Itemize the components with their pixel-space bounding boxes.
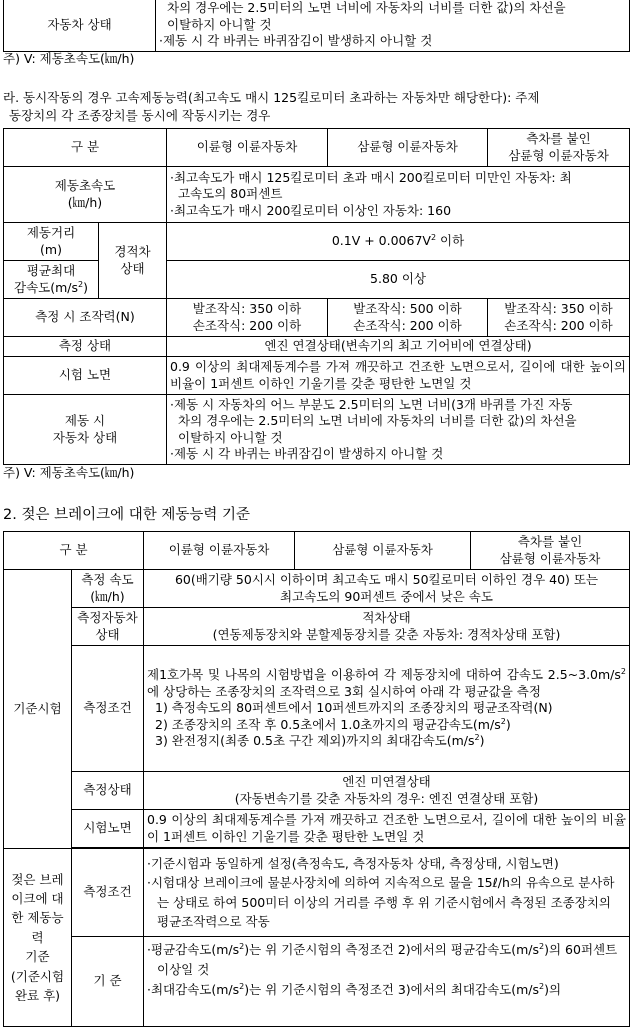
braking-distance-label: 제동거리 (m) xyxy=(4,223,99,261)
mean-decel-label: 평균최대 감속도$(m/s^2)$ xyxy=(4,261,99,299)
braking-vehicle-state-label: 제동 시 자동차 상태 xyxy=(4,395,167,465)
measure-condition-label: 측정조건 xyxy=(72,646,144,772)
header-division: 구 분 xyxy=(4,532,144,570)
measure-speed-value: 60(배기량 50시시 이하이며 최고속도 매시 50킬로미터 이하인 경우 40) 또는 최고속도의 90퍼센트 중에서 낮은 속도 xyxy=(144,570,630,608)
high-speed-braking-table xyxy=(3,128,630,465)
initial-speed-label: 제동초속도 (㎞/h) xyxy=(4,167,167,223)
control-force-three-wheel: 발조작식: 500 이하 손조작식: 200 이하 xyxy=(328,299,488,337)
footnote-1: 주) V: 제동초속도(㎞/h) xyxy=(3,51,135,66)
header-three-wheel: 삼륜형 이륜자동차 xyxy=(328,129,488,167)
header-two-wheel: 이륜형 이륜자동차 xyxy=(167,129,328,167)
wet-brake-table xyxy=(3,531,630,1027)
header-sidecar: 측차를 붙인 삼륜형 이륜자동차 xyxy=(488,129,630,167)
standard-value: ·평균감속도$(m/s^2)$는 위 기준시험의 측정조건 2)에서의 평균감속도$(m/s^2)$의 60퍼센트 이상일 것 ·최대감속도$(m/s^2)$는 위 기준시험의 측정조건 3)에서의 최대감속도$(m/s^2)$의 xyxy=(144,937,630,1027)
measure-state-value: 엔진 연결상태(변속기의 최고 기어비에 연결상태) xyxy=(167,337,630,357)
control-force-sidecar: 발조작식: 350 이하 손조작식: 200 이하 xyxy=(488,299,630,337)
mean-decel-value: 5.80 이상 xyxy=(167,261,630,299)
test-road-value: 0.9 이상의 최대제동계수를 가져 깨끗하고 건조한 노면으로서, 길이에 대한 높이의 비율이 1퍼센트 이하인 기울기를 갖춘 평탄한 노면일 것 xyxy=(144,810,630,848)
measure-speed-label: 측정 속도 (㎞/h) xyxy=(72,570,144,608)
vehicle-state-content: 차의 경우에는 2.5미터의 노면 너비에 자동차의 너비를 더한 값)의 차선을 이탈하지 아니할 것 ·제동 시 각 바퀴는 바퀴잠김이 발생하지 아니할 것 xyxy=(156,0,630,51)
braking-vehicle-state-value: ·제동 시 자동차의 어느 부분도 2.5미터의 노면 너비(3개 바퀴를 가진 자동 차의 경우에는 2.5미터의 노면 너비에 자동차의 너비를 더한 값)의 차선을 이탈하지 아니할 것 ·제동 시 각 바퀴는 바퀴잠김이 발생하지 아니할 것 xyxy=(167,395,630,465)
standard-label: 기 준 xyxy=(72,937,144,1027)
wet-brake-group-label: 젖은 브레 이크에 대 한 제동능 력 기준 (기준시험 완료 후) xyxy=(4,849,72,1027)
section-ra-heading-cont: 동장치의 각 조종장치를 동시에 작동시키는 경우 xyxy=(9,108,271,123)
wet-condition-value: ·기준시험과 동일하게 설정(측정속도, 측정자동차 상태, 측정상태, 시험노면) ·시험대상 브레이크에 물분사장치에 의하여 지속적으로 물을 15ℓ/h의 유속으로 분사하는 상태로 하여 500미터 이상의 거리를 주행 후 위 기준시험에서 측정된 조종장치의 평균조작력으로 작동 xyxy=(144,849,630,937)
header-sidecar: 측차를 붙인 삼륜형 이륜자동차 xyxy=(471,532,630,570)
control-force-label: 측정 시 조작력(N) xyxy=(4,299,167,337)
vehicle-state-label: 자동차 상태 xyxy=(4,0,156,51)
header-three-wheel: 삼륜형 이륜자동차 xyxy=(295,532,471,570)
measure-condition-value: 제1호가목 및 나목의 시험방법을 이용하여 각 제동장치에 대하여 감속도 $2.5\sim 3.0m/s^2$에 상당하는 조종장치의 조작력으로 3회 실시하여 아래 각 평균값을 측정 1) 측정속도의 80퍼센트에서 10퍼센트까지의 조종장치의 평균조작력(N) 2) 조종장치의 조작 후 0.5초에서 1.0초까지의 평균감속도$(m/s^2)$ 3) 완전정지(최종 0.5초 구간 제외)까지의 최대감속도$(m/s^2)$ xyxy=(144,646,630,772)
vehicle-state-label: 측정자동차 상태 xyxy=(72,608,144,646)
measure-state-value: 엔진 미연결상태 (자동변속기를 갖춘 자동차의 경우: 엔진 연결상태 포함) xyxy=(144,772,630,810)
braking-distance-value: $0.1V + 0.0067V^2$ 이하 xyxy=(167,223,630,261)
unladen-state-label: 경적차 상태 xyxy=(99,223,167,299)
measure-state-label: 측정상태 xyxy=(72,772,144,810)
control-force-two-wheel: 발조작식: 350 이하 손조작식: 200 이하 xyxy=(167,299,328,337)
initial-speed-value: ·최고속도가 매시 125킬로미터 초과 매시 200킬로미터 미만인 자동차: 최 고속도의 80퍼센트 ·최고속도가 매시 200킬로미터 이상인 자동차: 160 xyxy=(167,167,630,223)
test-road-label: 시험노면 xyxy=(72,810,144,848)
vehicle-state-table-top xyxy=(3,0,630,52)
baseline-test-group-label: 기준시험 xyxy=(4,570,72,849)
vehicle-state-value: 적차상태 (연동제동장치와 분할제동장치를 갖춘 자동차: 경적차상태 포함) xyxy=(144,608,630,646)
test-road-label: 시험 노면 xyxy=(4,357,167,395)
footnote-2: 주) V: 제동초속도(㎞/h) xyxy=(3,465,135,480)
section-2-title: 2. 젖은 브레이크에 대한 제동능력 기준 xyxy=(3,507,250,523)
section-ra-heading: 라. 동시작동의 경우 고속제동능력(최고속도 매시 125킬로미터 초과하는 자동차만 해당한다): 주제 xyxy=(3,90,540,105)
wet-condition-label: 측정조건 xyxy=(72,849,144,937)
header-division: 구 분 xyxy=(4,129,167,167)
measure-state-label: 측정 상태 xyxy=(4,337,167,357)
test-road-value: 0.9 이상의 최대제동계수를 가져 깨끗하고 건조한 노면으로서, 길이에 대한 높이의 비율이 1퍼센트 이하인 기울기를 갖춘 평탄한 노면일 것 xyxy=(167,357,630,395)
header-two-wheel: 이륜형 이륜자동차 xyxy=(144,532,295,570)
